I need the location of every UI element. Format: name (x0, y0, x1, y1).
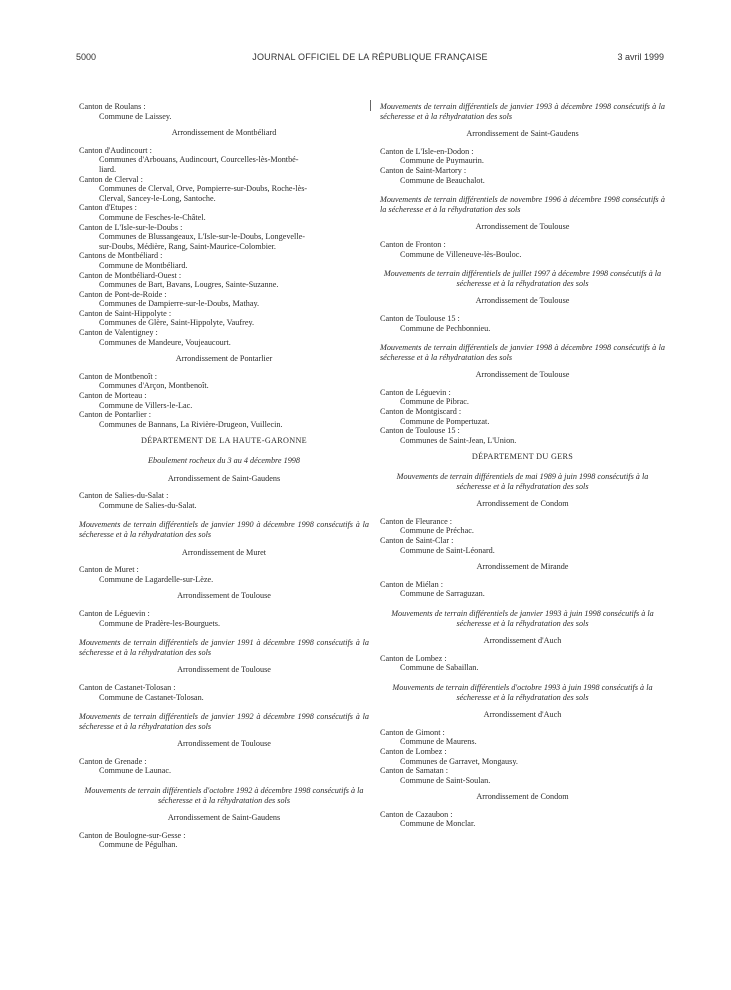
canton-line: Canton de Grenade : (79, 756, 147, 766)
canton-block (79, 565, 369, 584)
canton-line: Canton d'Audincourt : (79, 145, 152, 155)
commune-line: Commune de Pradère-les-Bourguets. (99, 618, 221, 628)
commune-line: Commune de Lagardelle-sur-Lèze. (99, 574, 214, 584)
commune-line: Commune de Saint-Léonard. (400, 545, 495, 555)
canton-line: Canton de Saint-Martory : (380, 165, 467, 175)
event-heading: Mouvements de terrain différentiels de janvier 1992 à décembre 1998 consécutifs à la sécheresse et à la réhydratation des sols (79, 712, 369, 731)
arrondissement-heading: Arrondissement de Toulouse (475, 222, 570, 232)
canton-line: Canton d'Etupes : (79, 203, 137, 213)
arrondissement-heading: Arrondissement de Toulouse (177, 739, 271, 749)
canton-block (79, 372, 369, 430)
canton-line: Canton de Castanet-Tolosan : (79, 682, 176, 692)
canton-block (79, 609, 369, 628)
canton-line: Canton de Cazaubon : (380, 809, 453, 819)
commune-line: Commune de Sabaillan. (400, 663, 479, 673)
commune-line: Communes de Mandeure, Voujeaucourt. (99, 337, 231, 347)
canton-line: Canton de Lombez : (380, 746, 447, 756)
canton-line: Canton de Boulogne-sur-Gesse : (79, 830, 186, 840)
commune-line: Commune de Villers-le-Lac. (99, 400, 193, 410)
commune-line: Commune de Saint-Soulan. (400, 775, 491, 785)
commune-line: Communes de Bart, Bavans, Lougres, Sainte-Suzanne. (99, 280, 279, 290)
commune-line: Communes de Garravet, Mongausy. (400, 756, 518, 766)
commune-line: Commune de Pechbonnieu. (400, 323, 491, 333)
canton-line: Canton de Montbenoît : (79, 371, 158, 381)
department-heading: DÉPARTEMENT DU GERS (471, 452, 574, 462)
event-heading: Mouvements de terrain différentiels de janvier 1991 à décembre 1998 consécutifs à la sécheresse et à la réhydratation des sols (79, 638, 369, 657)
column-rule-marker (370, 100, 371, 111)
canton-line: Canton de L'Isle-sur-le-Doubs : (79, 222, 183, 232)
canton-block (380, 580, 665, 599)
commune-line: Communes de Clerval, Orve, Pompierre-sur-Doubs, Roche-lès- (99, 184, 308, 194)
commune-line: liard. (99, 164, 117, 174)
canton-block (79, 831, 369, 850)
arrondissement-heading: Arrondissement de Saint-Gaudens (167, 473, 281, 483)
canton-line: Canton de Salies-du-Salat : (79, 491, 169, 501)
arrondissement-heading: Arrondissement de Toulouse (475, 296, 570, 306)
arrondissement-heading: Arrondissement de Muret (181, 547, 267, 557)
canton-block (380, 388, 665, 446)
page-header (76, 52, 664, 66)
canton-line: Canton de Lombez : (380, 653, 447, 663)
commune-line: Commune de Pégulhan. (99, 840, 178, 850)
canton-block (380, 147, 665, 185)
arrondissement-heading: Arrondissement de Saint-Gaudens (466, 129, 579, 139)
event-heading: Mouvements de terrain différentiels de mai 1989 à juin 1998 consécutifs à la sécheresse et à la réhydratation des sols (396, 472, 649, 491)
commune-line: Commune de Monclar. (400, 819, 476, 829)
arrondissement-heading: Arrondissement de Pontarlier (175, 354, 273, 364)
canton-line: Canton de Fleurance : (380, 516, 453, 526)
arrondissement-heading: Arrondissement de Condom (476, 499, 569, 509)
commune-line: Communes d'Arçon, Montbenoît. (99, 381, 209, 391)
commune-line: Commune de Fesches-le-Châtel. (99, 212, 206, 222)
commune-line: Communes de Glère, Saint-Hippolyte, Vaufrey. (99, 318, 255, 328)
canton-line: Canton de Roulans : (79, 102, 146, 111)
arrondissement-heading: Arrondissement de Toulouse (475, 370, 570, 380)
commune-line: Commune de Sarraguzan. (400, 589, 485, 599)
event-heading: Mouvements de terrain différentiels de janvier 1998 à décembre 1998 consécutifs à la sécheresse et à la réhydratation des sols (380, 343, 665, 362)
arrondissement-heading: Arrondissement de Condom (476, 792, 569, 802)
issue-date: 3 avril 1999 (617, 52, 664, 62)
canton-block (380, 240, 665, 259)
commune-line: Commune de Montbéliard. (99, 260, 188, 270)
event-heading: Mouvements de terrain différentiels de novembre 1996 à décembre 1998 consécutifs à la sécheresse et à la réhydratation des sols (380, 195, 665, 214)
canton-block (79, 146, 369, 347)
commune-line: Commune de Puymaurin. (400, 156, 484, 166)
arrondissement-heading: Arrondissement d'Auch (483, 636, 562, 646)
canton-line: Canton de Clerval : (79, 174, 143, 184)
canton-line: Canton de Fronton : (380, 239, 446, 249)
event-heading: Eboulement rocheux du 3 au 4 décembre 1998 (148, 456, 300, 465)
canton-line: Canton de Saint-Clar : (380, 536, 454, 545)
canton-line: Canton de Miélan : (380, 579, 443, 589)
commune-line: Commune de Villeneuve-lès-Bouloc. (400, 249, 522, 259)
canton-block (380, 654, 665, 673)
commune-line: Commune de Castanet-Tolosan. (99, 692, 204, 702)
arrondissement-heading: Arrondissement de Toulouse (177, 591, 271, 601)
commune-line: sur-Doubs, Médière, Rang, Saint-Maurice-Colombier. (99, 241, 276, 251)
canton-block (380, 728, 665, 786)
commune-line: Commune de Laissey. (99, 111, 172, 121)
journal-title: JOURNAL OFFICIEL DE LA RÉPUBLIQUE FRANÇAISE (252, 52, 488, 62)
commune-line: Communes de Bannans, La Rivière-Drugeon, Vuillecin. (99, 419, 283, 429)
arrondissement-heading: Arrondissement de Montbéliard (171, 128, 277, 138)
canton-block (380, 517, 665, 555)
canton-block (79, 491, 369, 510)
canton-block (380, 810, 665, 829)
arrondissement-heading: Arrondissement de Toulouse (177, 665, 271, 675)
commune-line: Communes de Saint-Jean, L'Union. (400, 435, 517, 445)
canton-line: Canton de Samatan : (380, 766, 448, 776)
canton-block (79, 757, 369, 776)
commune-line: Commune de Salies-du-Salat. (99, 500, 197, 510)
canton-block (380, 314, 665, 333)
canton-line: Canton de Muret : (79, 565, 139, 575)
canton-line: Canton de Gimont : (380, 727, 445, 737)
commune-line: Clerval, Sancey-le-Long, Santoche. (99, 193, 216, 203)
event-heading: Mouvements de terrain différentiels de janvier 1993 à décembre 1998 consécutifs à la sécheresse et à la réhydratation des sols (380, 102, 665, 121)
commune-line: Commune de Pibrac. (400, 397, 469, 407)
canton-line: Canton de Morteau : (79, 391, 147, 401)
canton-line: Canton de Toulouse 15 : (380, 313, 460, 323)
commune-line: Commune de Launac. (99, 766, 172, 776)
canton-line: Cantons de Montbéliard : (79, 251, 163, 261)
canton-line: Canton de Saint-Hippolyte : (79, 308, 172, 318)
event-heading: Mouvements de terrain différentiels de janvier 1990 à décembre 1998 consécutifs à la sécheresse et à la réhydratation des sols (79, 520, 369, 539)
left-column (79, 102, 369, 857)
event-heading: Mouvements de terrain différentiels de juillet 1997 à décembre 1998 consécutifs à la sécheresse et à la réhydratation des sols (383, 269, 662, 288)
commune-line: Communes de Blussangeaux, L'Isle-sur-le-Doubs, Longevelle- (99, 232, 305, 242)
commune-line: Commune de Maurens. (400, 737, 477, 747)
canton-line: Canton de Toulouse 15 : (380, 426, 460, 436)
canton-block (79, 102, 369, 121)
commune-line: Commune de Beauchalot. (400, 175, 485, 185)
canton-line: Canton de L'Isle-en-Dodon : (380, 146, 474, 156)
canton-line: Canton de Montbéliard-Ouest : (79, 270, 182, 280)
page-number: 5000 (76, 52, 97, 62)
commune-line: Communes d'Arbouans, Audincourt, Courcelles-lès-Montbé- (99, 155, 299, 165)
canton-line: Canton de Montgiscard : (380, 407, 462, 417)
arrondissement-heading: Arrondissement de Saint-Gaudens (167, 813, 281, 823)
event-heading: Mouvements de terrain différentiels d'octobre 1993 à juin 1998 consécutifs à la sécheresse et à la réhydratation des sols (392, 682, 653, 702)
commune-line: Commune de Pompertuzat. (400, 416, 490, 426)
commune-line: Commune de Préchac. (400, 526, 474, 536)
canton-line: Canton de Pontarlier : (79, 410, 152, 420)
department-heading: DÉPARTEMENT DE LA HAUTE-GARONNE (141, 436, 307, 446)
event-heading: Mouvements de terrain différentiels de janvier 1993 à juin 1998 consécutifs à la sécheresse et à la réhydratation des sols (391, 608, 654, 628)
canton-line: Canton de Léguevin : (380, 387, 451, 397)
event-heading: Mouvements de terrain différentiels d'octobre 1992 à décembre 1998 consécutifs à la sécheresse et à la réhydratation des sols (84, 786, 364, 805)
canton-line: Canton de Léguevin : (79, 608, 150, 618)
arrondissement-heading: Arrondissement de Mirande (476, 562, 569, 572)
canton-line: Canton de Pont-de-Roide : (79, 289, 167, 299)
right-column (380, 102, 665, 836)
canton-block (79, 683, 369, 702)
commune-line: Communes de Dampierre-sur-le-Doubs, Mathay. (99, 299, 260, 309)
canton-line: Canton de Valentigney : (79, 328, 158, 338)
arrondissement-heading: Arrondissement d'Auch (483, 710, 562, 720)
